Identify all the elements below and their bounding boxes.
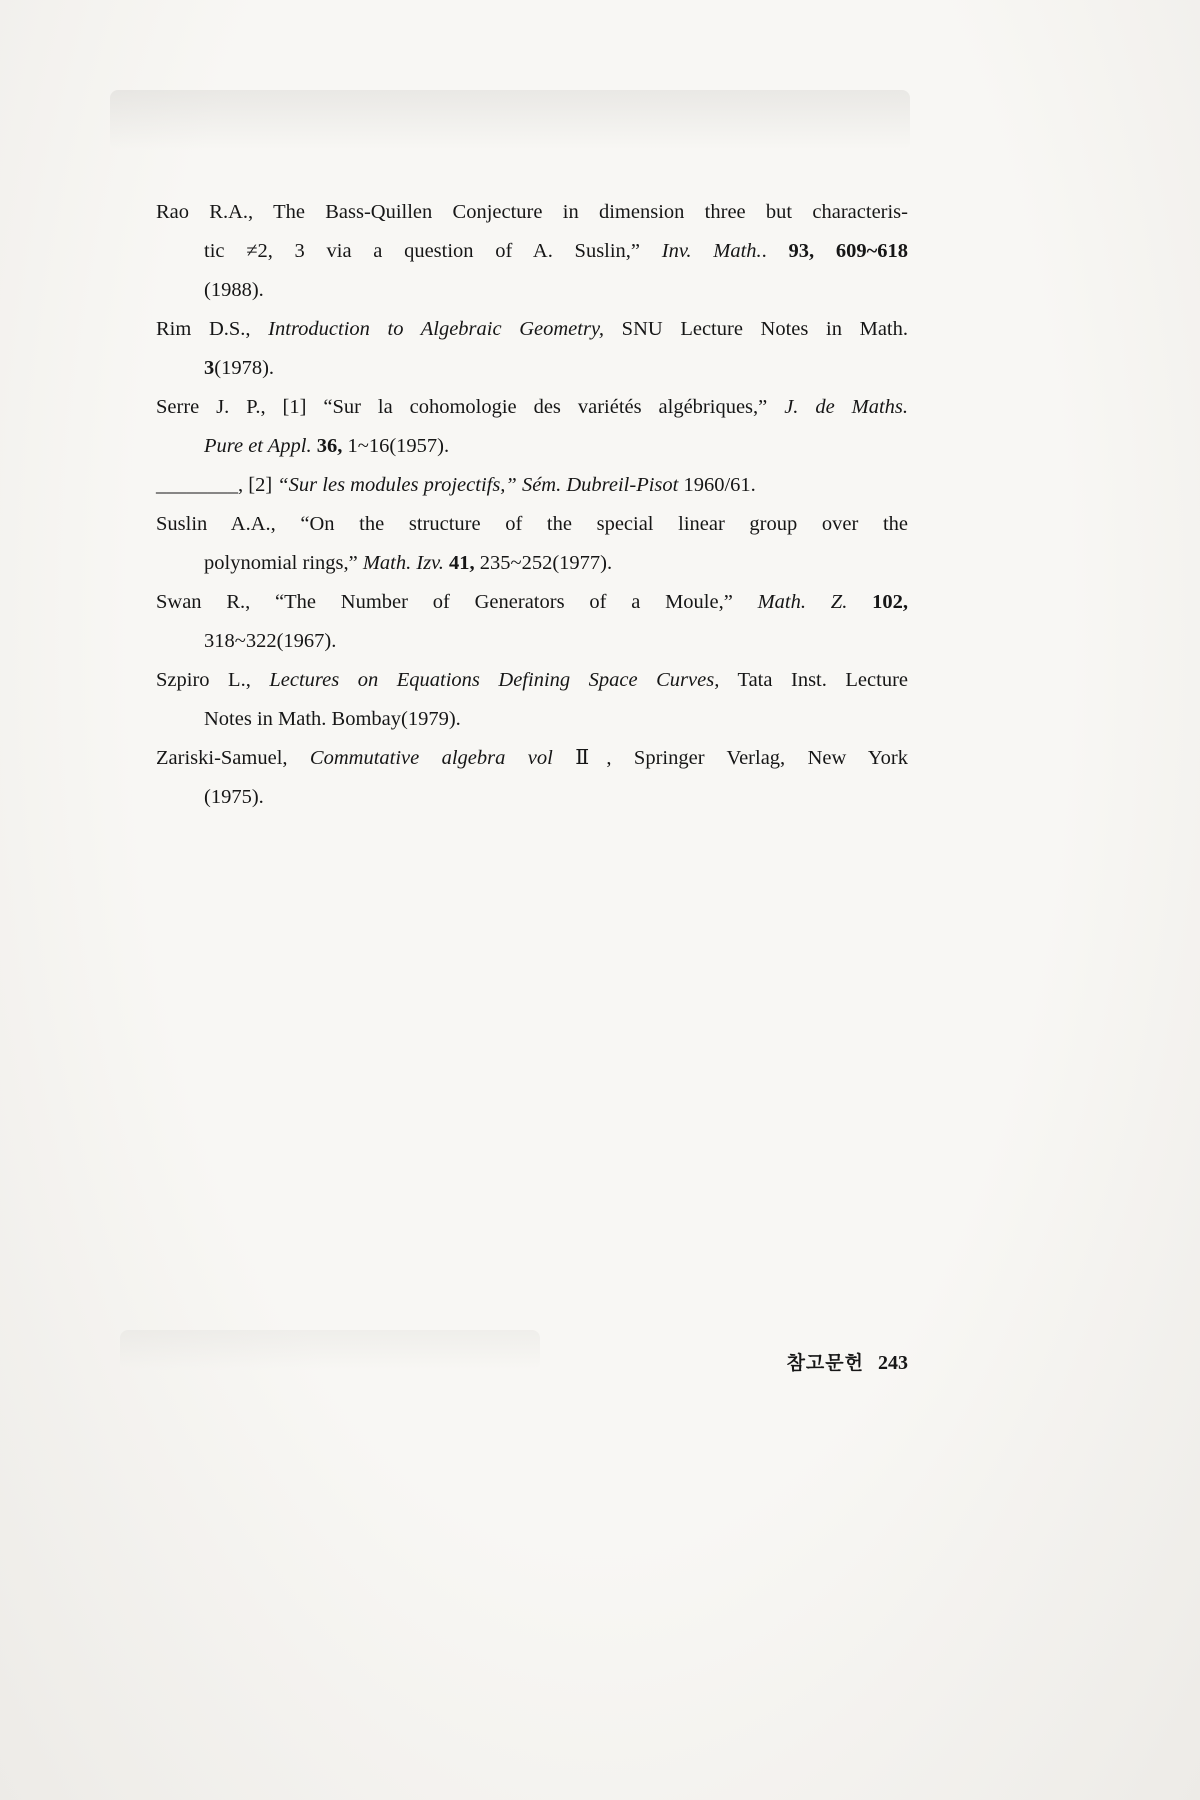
text-segment bbox=[847, 591, 872, 613]
page-footer bbox=[156, 1348, 908, 1375]
text-segment: polynomial rings,” bbox=[204, 552, 363, 574]
text-segment: 318~322(1967). bbox=[204, 630, 337, 652]
text-segment: SNU Lecture Notes in Math. bbox=[604, 318, 908, 340]
reference-line bbox=[156, 544, 908, 583]
reference-line bbox=[156, 661, 908, 700]
reference-line bbox=[156, 466, 908, 505]
reference-line bbox=[156, 700, 908, 739]
reference-line bbox=[156, 739, 908, 778]
reference-entry bbox=[156, 739, 908, 817]
reference-line bbox=[156, 232, 908, 271]
text-segment: “Sur les modules projectifs,” Sém. Dubreil-Pisot bbox=[277, 474, 679, 496]
text-segment: 235~252(1977). bbox=[474, 552, 613, 574]
text-segment: Lectures on Equations Defining Space Curves, bbox=[269, 669, 720, 691]
text-segment: 3 bbox=[204, 357, 215, 379]
text-segment: (1978). bbox=[214, 357, 275, 379]
text-segment: Commutative algebra vol bbox=[309, 747, 553, 769]
reference-line bbox=[156, 349, 908, 388]
footer-section-label: 참고문헌 bbox=[786, 1353, 864, 1374]
text-segment: (1975). bbox=[204, 786, 264, 808]
text-segment: Suslin A.A., “On the structure of the special linear group over the bbox=[156, 513, 908, 535]
reference-line bbox=[156, 583, 908, 622]
text-segment: 36, bbox=[316, 435, 343, 457]
text-segment: Ⅱ, Springer Verlag, New York bbox=[552, 747, 908, 769]
text-segment: 102, bbox=[872, 591, 908, 613]
text-segment: ________, [2] bbox=[156, 474, 278, 496]
text-segment: . bbox=[761, 240, 789, 262]
text-segment: 1960/61. bbox=[678, 474, 756, 496]
text-segment: Math. Izv. bbox=[362, 552, 444, 574]
text-segment: Introduction to Algebraic Geometry, bbox=[268, 318, 605, 340]
text-segment: 41, bbox=[449, 552, 475, 574]
text-segment: Swan R., “The Number of Generators of a Moule,” bbox=[156, 591, 758, 613]
text-segment: Tata Inst. Lecture bbox=[719, 669, 908, 691]
reference-line bbox=[156, 310, 908, 349]
text-segment: tic ≠2, 3 via a question of A. Suslin,” bbox=[204, 240, 662, 262]
reference-entry bbox=[156, 466, 908, 505]
reference-line bbox=[156, 388, 908, 427]
text-segment: Inv. Math. bbox=[661, 240, 762, 262]
reference-entry bbox=[156, 310, 908, 388]
footer-page-number: 243 bbox=[878, 1352, 908, 1374]
text-segment: Serre J. P., [1] “Sur la cohomologie des variétés algébriques,” bbox=[156, 396, 785, 418]
scan-artifact-shading bbox=[110, 90, 910, 150]
text-segment: Math. Z. bbox=[757, 591, 848, 613]
reference-entry bbox=[156, 388, 908, 466]
text-segment: (1988). bbox=[204, 279, 264, 301]
reference-line bbox=[156, 778, 908, 817]
text-segment: Rao R.A., The Bass-Quillen Conjecture in dimension three but characteris- bbox=[156, 201, 908, 223]
text-segment: 1~16(1957). bbox=[342, 435, 450, 457]
text-segment: Rim D.S., bbox=[156, 318, 269, 340]
reference-line bbox=[156, 427, 908, 466]
text-segment: Szpiro L., bbox=[156, 669, 270, 691]
text-segment: Pure et Appl. bbox=[204, 435, 312, 457]
references-list bbox=[156, 193, 908, 817]
reference-entry bbox=[156, 505, 908, 583]
reference-line bbox=[156, 622, 908, 661]
reference-line bbox=[156, 505, 908, 544]
reference-line bbox=[156, 193, 908, 232]
reference-line bbox=[156, 271, 908, 310]
text-segment: 93, 609~618 bbox=[788, 240, 908, 262]
text-segment: Notes in Math. Bombay(1979). bbox=[204, 708, 461, 730]
reference-entry bbox=[156, 193, 908, 310]
reference-entry bbox=[156, 661, 908, 739]
text-segment: J. de Maths. bbox=[784, 396, 909, 418]
text-segment: Zariski-Samuel, bbox=[156, 747, 310, 769]
reference-entry bbox=[156, 583, 908, 661]
